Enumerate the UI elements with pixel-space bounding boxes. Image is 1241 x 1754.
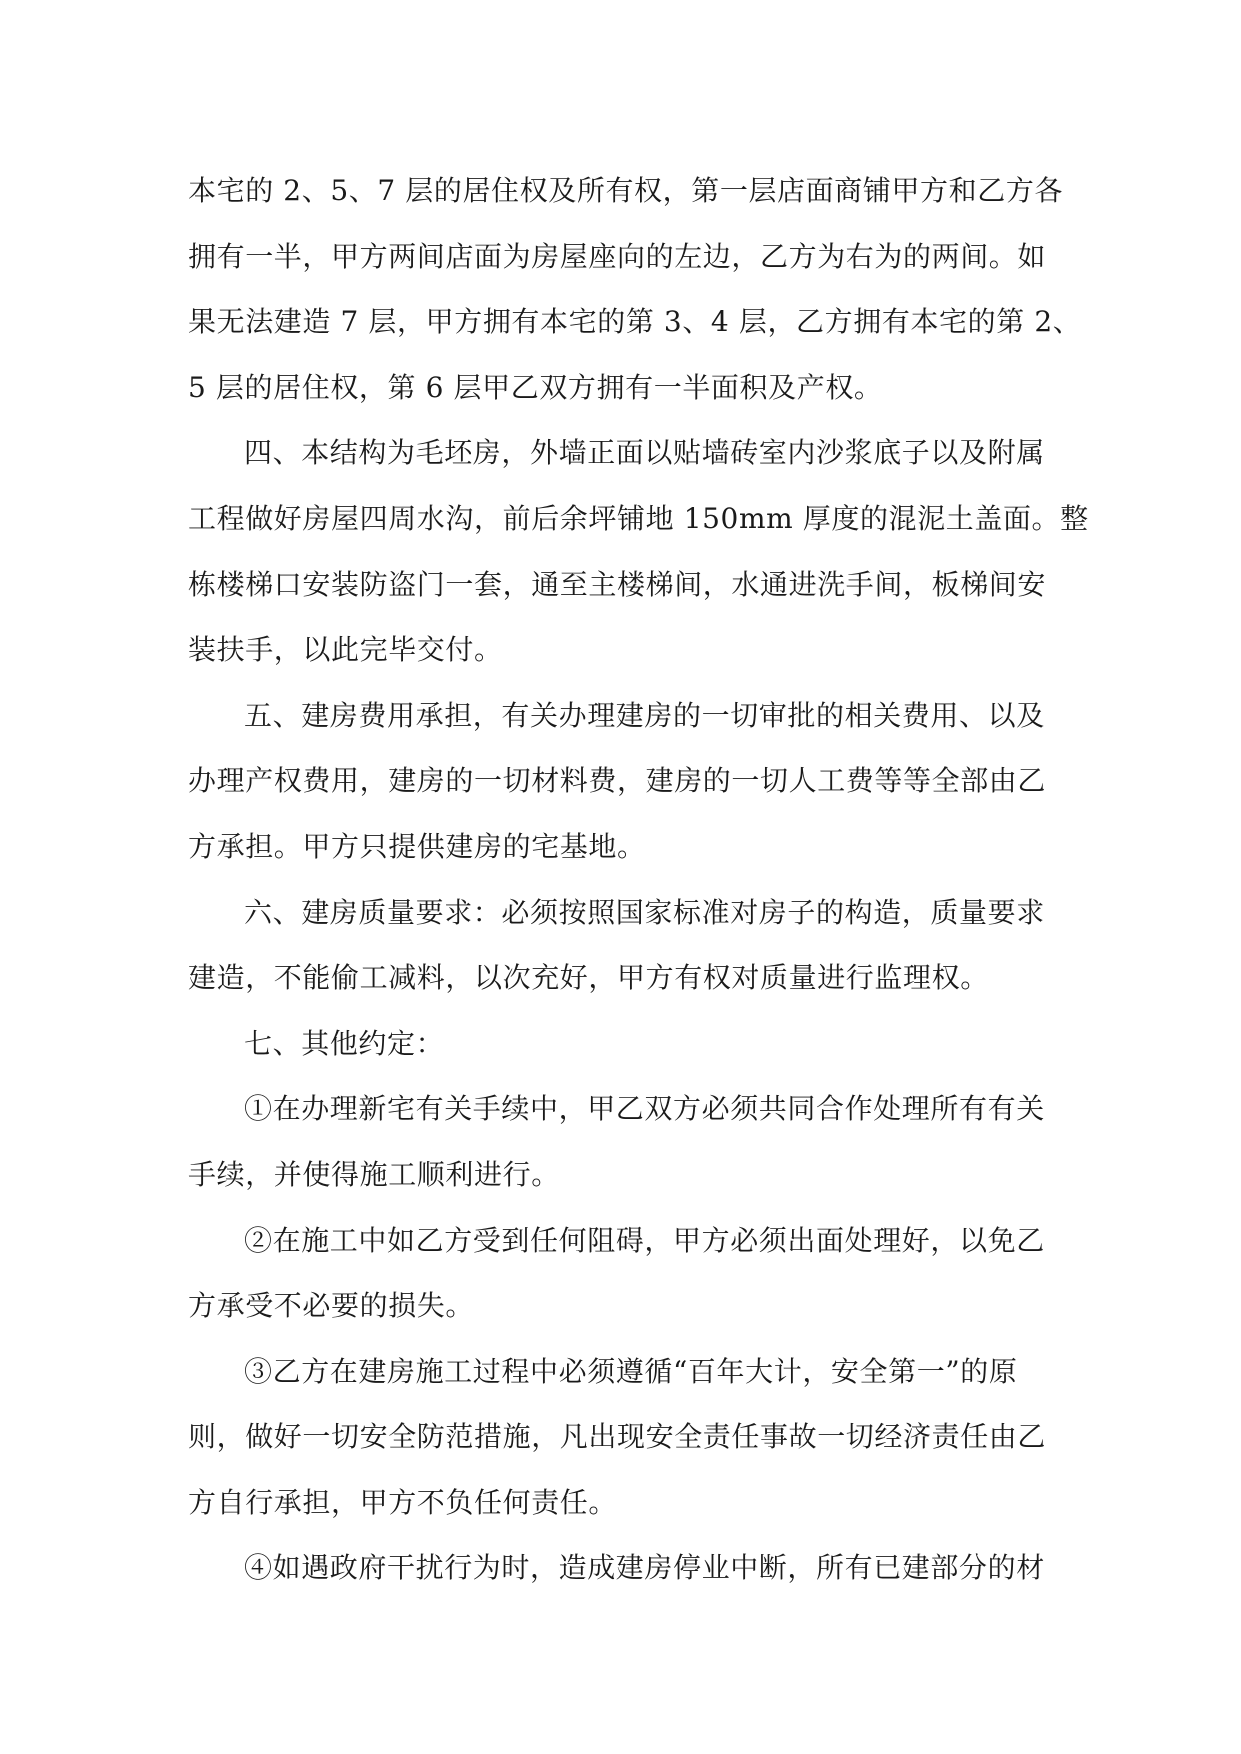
text-line: 五、建房费用承担，有关办理建房的一切审批的相关费用、以及 (244, 698, 1045, 732)
paragraph-clause-six (188, 880, 1068, 1011)
text-line: 建造，不能偷工减料，以次充好，甲方有权对质量进行监理权。 (188, 961, 989, 995)
text-line: 本宅的 2、5、7 层的居住权及所有权，第一层店面商铺甲方和乙方各 (188, 174, 1064, 207)
text-line: ④如遇政府干扰行为时，造成建房停业中断，所有已建部分的材 (244, 1551, 1045, 1585)
text-line: 七、其他约定： (244, 1026, 445, 1060)
text-line: 方承受不必要的损失。 (188, 1289, 475, 1323)
text-line: ②在施工中如乙方受到任何阻碍，甲方必须出面处理好，以免乙 (244, 1223, 1045, 1257)
text-line: 手续，并使得施工顺利进行。 (188, 1157, 560, 1191)
paragraph-item-one (188, 1076, 1068, 1207)
text-line: 方承担。甲方只提供建房的宅基地。 (188, 829, 646, 863)
paragraph-item-four (188, 1535, 1068, 1601)
text-line: 拥有一半，甲方两间店面为房屋座向的左边，乙方为右为的两间。如 (188, 239, 1047, 273)
paragraph-clause-five (188, 683, 1068, 880)
text-line: 四、本结构为毛坯房，外墙正面以贴墙砖室内沙浆底子以及附属 (244, 436, 1045, 470)
paragraph-clause-four (188, 420, 1089, 682)
text-line: 5 层的居住权，第 6 层甲乙双方拥有一半面积及产权。 (188, 370, 883, 404)
text-line: 则，做好一切安全防范措施，凡出现安全责任事故一切经济责任由乙 (188, 1420, 1047, 1454)
paragraph-item-three (188, 1339, 1068, 1536)
text-line: 六、建房质量要求：必须按照国家标准对房子的构造，质量要求 (244, 895, 1045, 929)
text-line: 栋楼梯口安装防盗门一套，通至主楼梯间，水通进洗手间，板梯间安 (188, 567, 1047, 601)
text-line: 装扶手，以此完毕交付。 (188, 633, 503, 667)
paragraph-item-two (188, 1208, 1068, 1339)
paragraph-ownership-continued (188, 158, 1082, 420)
paragraph-clause-seven-heading (188, 1011, 1068, 1077)
text-line: 办理产权费用，建房的一切材料费，建房的一切人工费等等全部由乙 (188, 764, 1047, 798)
text-line: ①在办理新宅有关手续中，甲乙双方必须共同合作处理所有有关 (244, 1092, 1045, 1126)
text-line: 方自行承担，甲方不负任何责任。 (188, 1485, 618, 1519)
document-body (188, 158, 1089, 1601)
text-line: 工程做好房屋四周水沟，前后余坪铺地 150mm 厚度的混泥土盖面。整 (188, 501, 1089, 535)
text-line: 果无法建造 7 层，甲方拥有本宅的第 3、4 层，乙方拥有本宅的第 2、 (188, 305, 1082, 339)
text-line: ③乙方在建房施工过程中必须遵循“百年大计，安全第一”的原 (244, 1354, 1018, 1388)
